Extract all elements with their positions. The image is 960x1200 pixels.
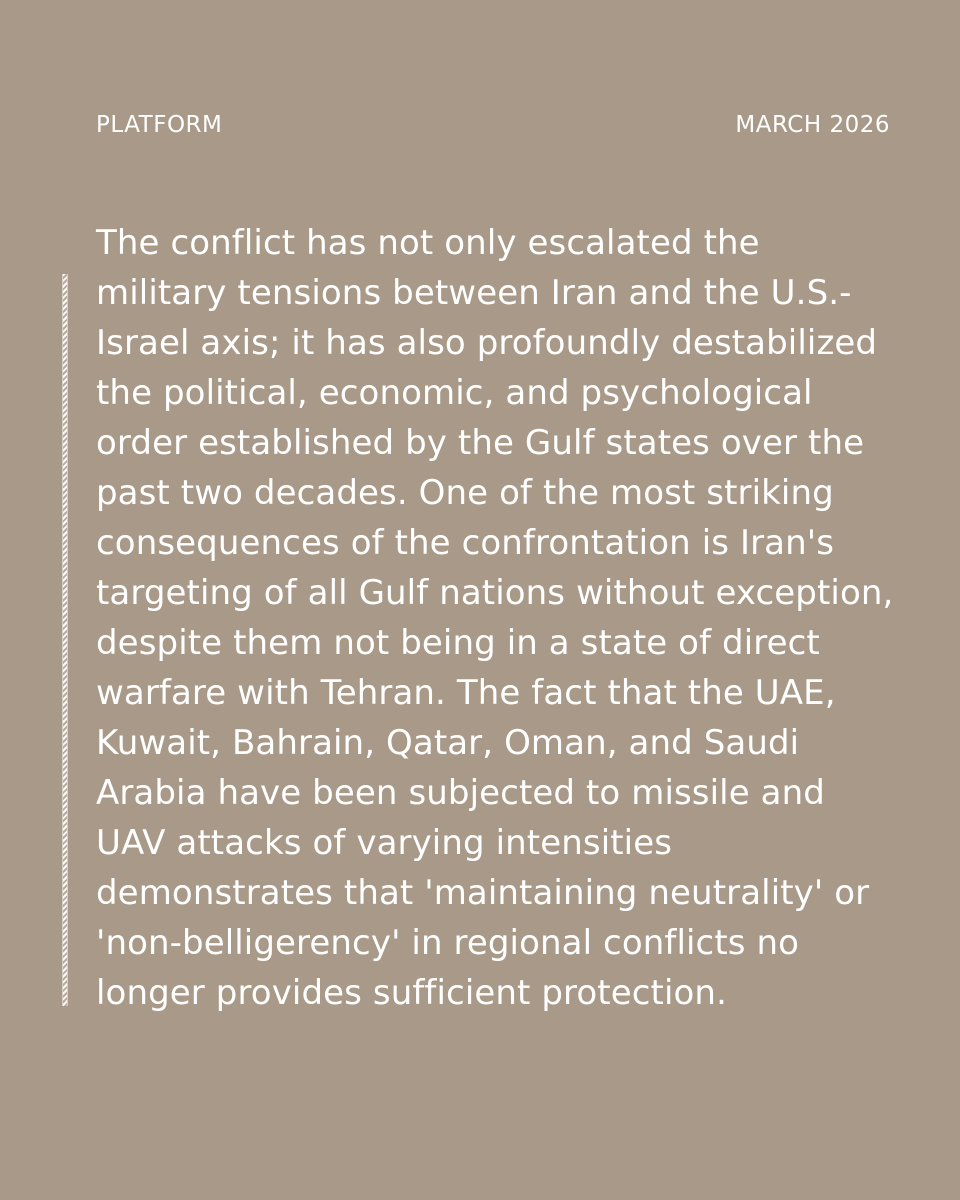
date-label: MARCH 2026 — [735, 112, 890, 138]
section-label: PLATFORM — [96, 112, 223, 138]
quote-paragraph: The conflict has not only escalated the military tensions between Iran and the U.S.-Israel axis; it has also profoundly destabilized the political, economic, and psychological order established by the Gulf states over the past two decades. One of the most striking consequences of the confrontation is Iran's targeting of all Gulf nations without exception, despite them not being in a state of direct warfare with Tehran. The fact that the UAE, Kuwait, Bahrain, Qatar, Oman, and Saudi Arabia have been subjected to missile and UAV attacks of varying intensities demonstrates that 'maintaining neutrality' or 'non-belligerency' in regional conflicts no longer provides sufficient protection. — [96, 223, 894, 1013]
rope-divider — [62, 274, 68, 1006]
page-header — [96, 112, 890, 144]
